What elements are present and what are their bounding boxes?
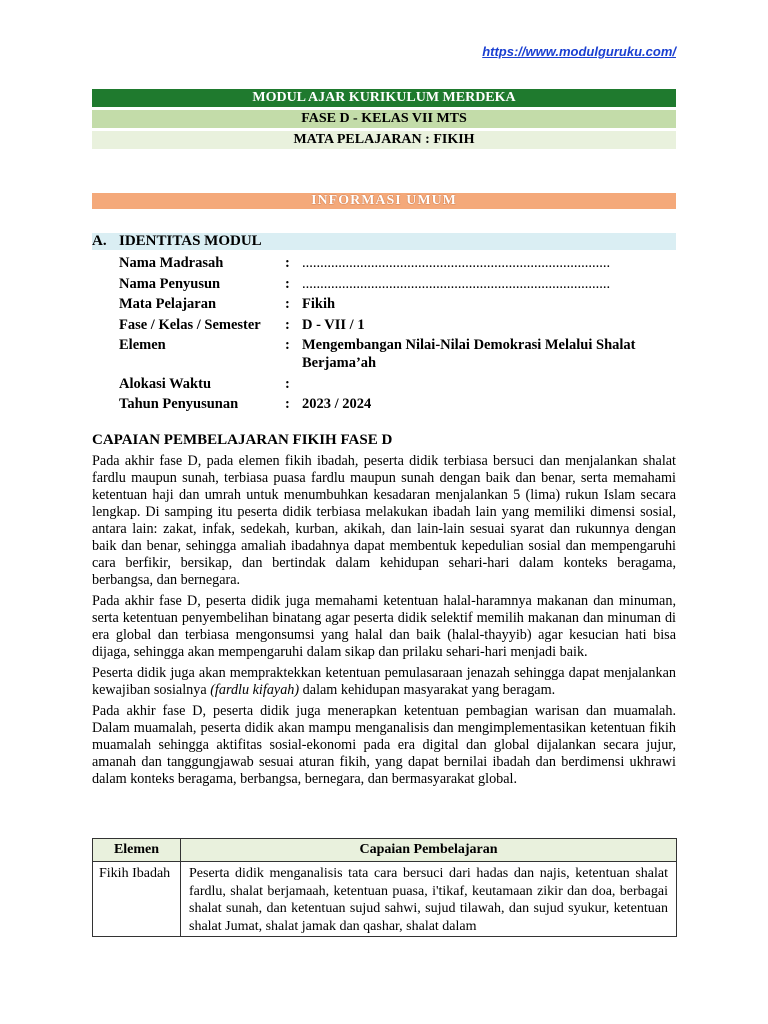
identity-list — [119, 254, 676, 416]
paragraph-italic-term: (fardlu kifayah) — [210, 682, 300, 698]
identity-colon: : — [285, 337, 290, 353]
identity-row-tahun — [119, 395, 676, 413]
identity-colon: : — [285, 375, 290, 392]
title-band-subject: MATA PELAJARAN : FIKIH — [92, 131, 676, 149]
paragraph-muamalah: Pada akhir fase D, peserta didik juga menerapkan ketentuan pembagian warisan dan muamalah. Dalam muamalah, peserta didik akan mampu menganalisis dan mengimplementasikan ketentuan fikih muamalah sehingga aktifitas sosial-ekonomi pada era digital dan global dijalankan secara jujur, amanah dan tanggungjawab sesuai aturan fikih, yang dapat bernilai ibadah dan berdimensi ukhrawi dalam konteks beragama, berbangsa, bernegara, dan bermasyarakat global. — [92, 703, 676, 787]
identity-value — [302, 375, 676, 393]
cp-heading: CAPAIAN PEMBELAJARAN FIKIH FASE D — [92, 432, 393, 448]
paragraph-halal: Pada akhir fase D, peserta didik juga memahami ketentuan halal-haramnya makanan dan minuman, serta ketentuan penyembelihan binatang agar peserta didik selektif memilih makanan dan minuman di era global dan terbiasa mengonsumsi yang halal dan baik (halal-thayyib) agar kesucian hati bisa dijaga, sehingga akan mempengaruhi dalam sikap dan prilaku sehari-hari menjadi baik. — [92, 593, 676, 660]
paragraph-text: dalam kehidupan masyarakat yang beragam. — [299, 682, 556, 698]
identity-value: ..................................................................................... — [302, 255, 611, 271]
identity-value: Mengembangan Nilai-Nilai Demokrasi Melalui Shalat Berjama’ah — [302, 337, 636, 371]
identity-label: Alokasi Waktu — [119, 375, 212, 392]
identity-label: Elemen — [119, 337, 166, 353]
table-header-capaian: Capaian Pembelajaran — [181, 839, 677, 862]
identity-row-mapel — [119, 295, 676, 313]
table-header-row — [93, 839, 677, 862]
section-title: IDENTITAS MODUL — [119, 233, 262, 249]
identity-colon: : — [285, 255, 290, 271]
identity-row-madrasah — [119, 254, 676, 272]
identity-label: Fase / Kelas / Semester — [119, 316, 261, 333]
table-header-elemen: Elemen — [93, 839, 181, 862]
table-cell-elemen: Fikih Ibadah — [93, 862, 181, 937]
table-cell-capaian: Peserta didik menganalisis tata cara bersuci dari hadas dan najis, ketentuan shalat fardlu, shalat berjamaah, ketentuan puasa, i'tikaf, keutamaan zikir dan doa, berbagai shalat sunah, dan ketentuan sujud sahwi, sujud tilawah, dan sujud syukur, ketentuan shalat Jumat, shalat jamak dan qashar, shalat dalam — [181, 862, 677, 937]
identity-colon: : — [285, 396, 290, 412]
identity-label: Mata Pelajaran — [119, 296, 217, 312]
website-link[interactable]: https://www.modulguruku.com/ — [482, 44, 676, 59]
identity-value: Fikih — [302, 296, 336, 312]
identity-row-penyusun — [119, 275, 676, 293]
section-identitas-heading — [92, 233, 676, 250]
identity-colon: : — [285, 296, 290, 312]
identity-row-elemen — [119, 336, 676, 372]
table-row — [93, 862, 677, 937]
title-band-module: MODUL AJAR KURIKULUM MERDEKA — [92, 89, 676, 107]
identity-label: Nama Penyusun — [119, 275, 221, 292]
identity-row-fase — [119, 316, 676, 334]
identity-label: Nama Madrasah — [119, 255, 224, 271]
identity-row-alokasi — [119, 375, 676, 393]
identity-label: Tahun Penyusunan — [119, 396, 239, 412]
paragraph-ibadah: Pada akhir fase D, pada elemen fikih ibadah, peserta didik terbiasa bersuci dan menjalankan shalat fardlu maupun sunah, terbiasa puasa fardlu maupun sunah dengan baik dan benar, serta memahami ketentuan haji dan umrah untuk menumbuhkan kesadaran menjalankan 5 (lima) rukun Islam secara lengkap. Di samping itu peserta didik terbiasa melakukan ibadah lain yang memiliki dimensi sosial, antara lain: zakat, infak, sedekah, kurban, akikah, dan lain-lain sesuai syarat dan rukunnya dengan baik dan benar, sehingga amaliah ibadahnya dapat membentuk kepedulian sosial dan mempengaruhi cara berfikir, bersikap, dan bertindak dalam kehidupan sehari-hari dalam konteks beragama, berbangsa, dan bernegara. — [92, 453, 676, 588]
cp-table — [92, 838, 677, 937]
identity-value: ..................................................................................... — [302, 275, 611, 292]
paragraph-jenazah — [92, 665, 676, 699]
paragraph-text: Peserta didik juga akan mempraktekkan ketentuan pemulasaraan jenazah sehingga dapat menjalankan kewajiban sosialnya — [92, 665, 676, 698]
identity-colon: : — [285, 316, 290, 333]
section-number: A. — [92, 233, 107, 249]
info-band: INFORMASI UMUM — [92, 193, 676, 209]
identity-value: D - VII / 1 — [302, 316, 365, 333]
title-band-phase: FASE D - KELAS VII MTS — [92, 110, 676, 128]
cp-body — [92, 453, 676, 792]
identity-value: 2023 / 2024 — [302, 396, 372, 412]
identity-colon: : — [285, 275, 290, 292]
